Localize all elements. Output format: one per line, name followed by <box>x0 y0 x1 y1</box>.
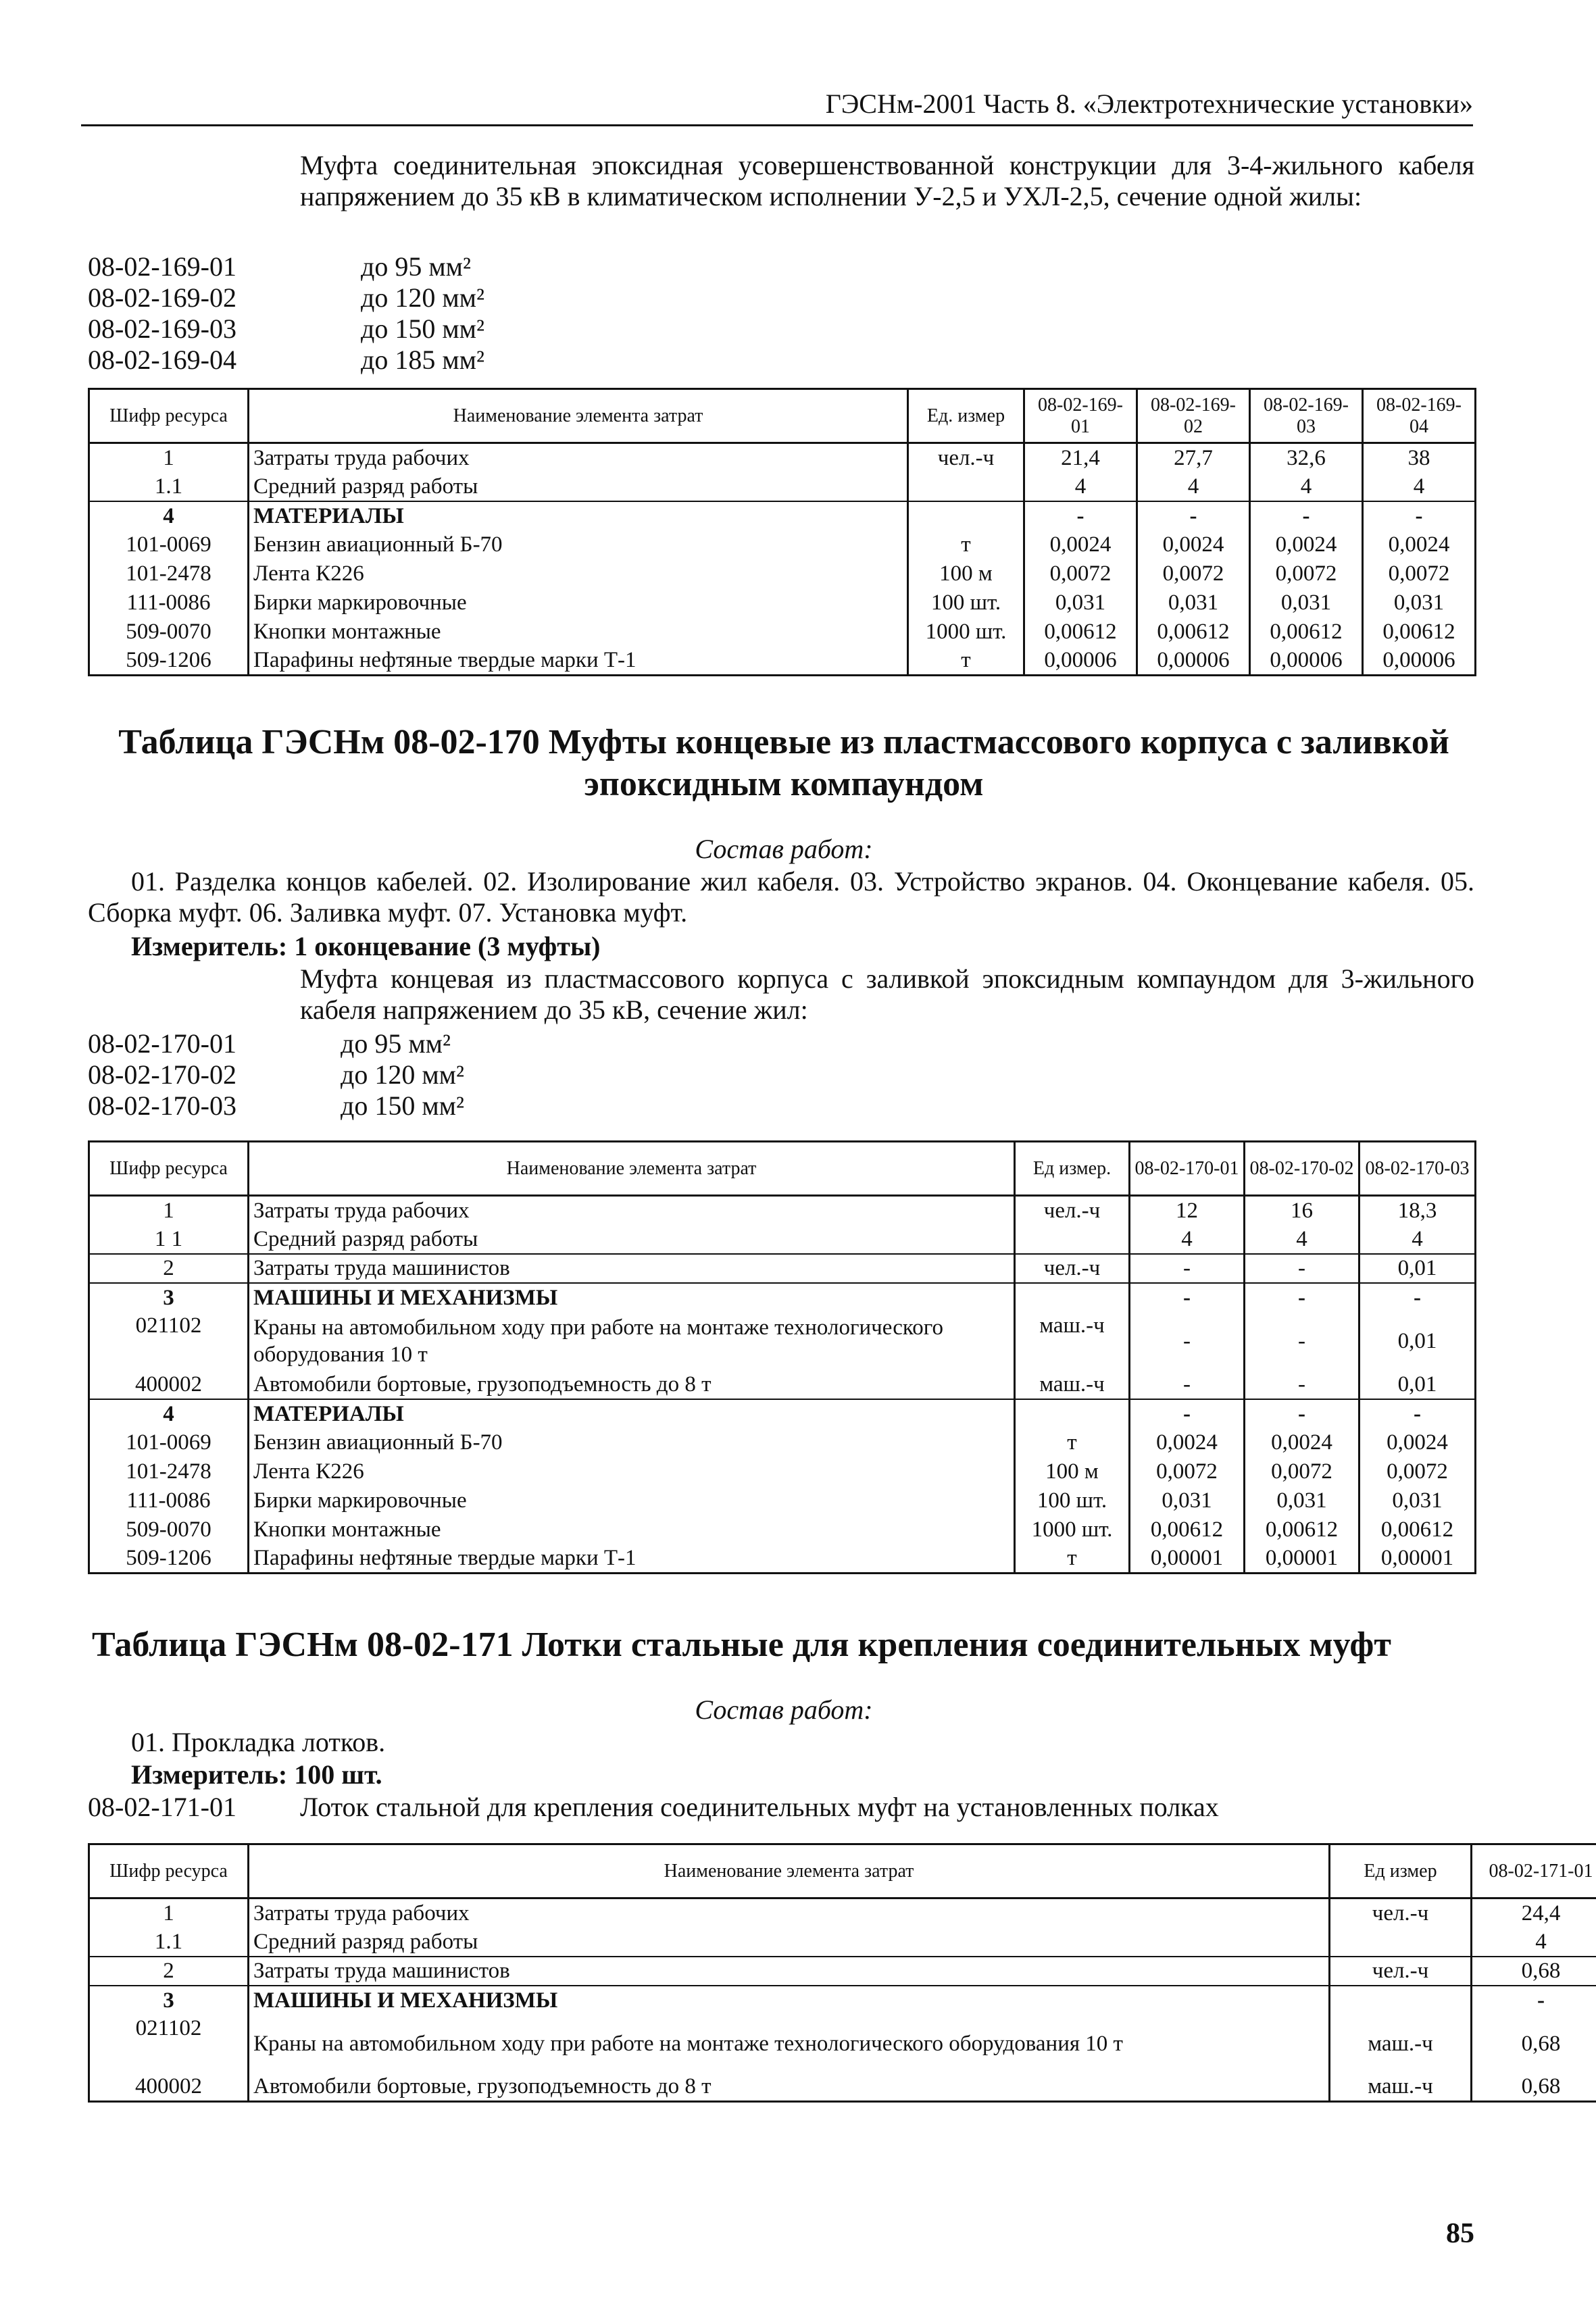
table-row: 111-0086 Бирки маркировочные 100 шт. 0,031 0,031 0,031 0,031 <box>89 588 1476 618</box>
table-row: 4 МАТЕРИАЛЫ - - - - <box>89 501 1476 530</box>
section-170-title: Таблица ГЭСНм 08-02-170 Муфты концевые из пластмассового корпуса с заливкой эпоксидным компаундом <box>118 723 1449 803</box>
table-row: 021102 Краны на автомобильном ходу при работе на монтаже технологического оборудования 10 т маш.-ч - - 0,01 <box>89 1312 1476 1370</box>
table-header-row <box>89 1844 1596 1898</box>
table-row: 400002 Автомобили бортовые, грузоподъемность до 8 т маш.-ч - - 0,01 <box>89 1370 1476 1399</box>
section-171-title: Таблица ГЭСНм 08-02-171 Лотки стальные для крепления соединительных муфт <box>92 1626 1391 1664</box>
code-item: 08-02-169-02 до 120 мм² <box>88 282 484 313</box>
code-item: 08-02-169-03 до 150 мм² <box>88 313 484 344</box>
code-item: 08-02-169-01 до 95 мм² <box>88 251 471 282</box>
meter-label: Измеритель: 100 шт. <box>131 1759 382 1790</box>
table-row: 509-1206 Парафины нефтяные твердые марки Т-1 т 0,00001 0,00001 0,00001 <box>89 1544 1476 1574</box>
code-list-170 <box>88 1028 464 1122</box>
column-header: Шифр ресурса <box>89 1844 249 1898</box>
table-row: 101-2478 Лента К226 100 м 0,0072 0,0072 0,0072 <box>89 1457 1476 1486</box>
code-item: 08-02-170-03 до 150 мм² <box>88 1090 464 1121</box>
code-item: 08-02-171-01 Лоток стальной для крепления соединительных муфт на установленных полках <box>88 1792 1219 1822</box>
column-header: 08-02-169-02 <box>1137 389 1250 443</box>
table-row: 4 МАТЕРИАЛЫ - - - <box>89 1399 1476 1428</box>
table-row: 509-0070 Кнопки монтажные 1000 шт. 0,00612 0,00612 0,00612 0,00612 <box>89 618 1476 647</box>
column-header: 08-02-169-04 <box>1363 389 1476 443</box>
table-row: 1 Затраты труда рабочих чел.-ч 21,4 27,7 32,6 38 <box>89 443 1476 472</box>
table-row: 3 МАШИНЫ И МЕХАНИЗМЫ - <box>89 1986 1596 2015</box>
table-header-row <box>89 1142 1476 1196</box>
table-row: 021102 Краны на автомобильном ходу при работе на монтаже технологического оборудования 10 т маш.-ч 0,68 <box>89 2015 1596 2073</box>
table-header-row <box>89 389 1476 443</box>
section-169-intro: Муфта соединительная эпоксидная усовершенствованной конструкции для 3-4-жильного кабеля напряжением до 35 кВ в климатическом исполнении У-2,5 и УХЛ-2,5, сечение одной жилы: <box>300 150 1474 211</box>
table-row: 400002 Автомобили бортовые, грузоподъемность до 8 т маш.-ч 0,68 <box>89 2073 1596 2102</box>
table-row: 509-1206 Парафины нефтяные твердые марки Т-1 т 0,00006 0,00006 0,00006 0,00006 <box>89 647 1476 676</box>
code-item: 08-02-170-01 до 95 мм² <box>88 1028 451 1059</box>
table-row: 101-0069 Бензин авиационный Б-70 т 0,0024 0,0024 0,0024 <box>89 1428 1476 1457</box>
table-171 <box>88 1843 1596 2103</box>
column-header: Наименование элемента затрат <box>249 1142 1015 1196</box>
composition-text: 01. Разделка концов кабелей. 02. Изолирование жил кабеля. 03. Устройство экранов. 04. Оконцевание кабеля. 05. Сборка муфт. 06. Заливка муфт. 07. Установка муфт. <box>88 866 1474 928</box>
composition-label: Состав работ: <box>695 1694 873 1725</box>
table-row: 2 Затраты труда машинистов чел.-ч - - 0,01 <box>89 1254 1476 1283</box>
column-header: Ед измер <box>1330 1844 1472 1898</box>
column-header: Шифр ресурса <box>89 1142 249 1196</box>
table-row: 2 Затраты труда машинистов чел.-ч 0,68 <box>89 1957 1596 1986</box>
table-row: 1.1 Средний разряд работы 4 <box>89 1928 1596 1957</box>
running-header: ГЭСНм-2001 Часть 8. «Электротехнические установки» <box>81 88 1473 126</box>
column-header: Шифр ресурса <box>89 389 249 443</box>
column-header: 08-02-170-01 <box>1130 1142 1245 1196</box>
table-row: 101-2478 Лента К226 100 м 0,0072 0,0072 0,0072 0,0072 <box>89 559 1476 588</box>
column-header: Наименование элемента затрат <box>249 1844 1330 1898</box>
column-header: Ед. измер <box>908 389 1024 443</box>
table-row: 111-0086 Бирки маркировочные 100 шт. 0,031 0,031 0,031 <box>89 1486 1476 1515</box>
page-number: 85 <box>1446 2218 1474 2249</box>
column-header: Наименование элемента затрат <box>249 389 908 443</box>
code-list-169 <box>88 251 484 376</box>
table-169 <box>88 388 1476 676</box>
table-row: 509-0070 Кнопки монтажные 1000 шт. 0,00612 0,00612 0,00612 <box>89 1515 1476 1544</box>
table-row: 3 МАШИНЫ И МЕХАНИЗМЫ - - - <box>89 1283 1476 1312</box>
composition-text: 01. Прокладка лотков. <box>131 1727 386 1757</box>
table-row: 1 Затраты труда рабочих чел.-ч 24,4 <box>89 1898 1596 1928</box>
composition-label: Состав работ: <box>695 834 873 864</box>
section-170-intro: Муфта концевая из пластмассового корпуса с заливкой эпоксидным компаундом для 3-жильного кабеля напряжением до 35 кВ, сечение жил: <box>300 963 1474 1025</box>
column-header: 08-02-169-03 <box>1250 389 1363 443</box>
column-header: 08-02-171-01 <box>1472 1844 1596 1898</box>
meter-label: Измеритель: 1 оконцевание (3 муфты) <box>131 931 601 961</box>
table-row: 1 1 Средний разряд работы 4 4 4 <box>89 1225 1476 1254</box>
column-header: 08-02-170-02 <box>1245 1142 1360 1196</box>
column-header: 08-02-169-01 <box>1024 389 1137 443</box>
code-item: 08-02-169-04 до 185 мм² <box>88 345 484 375</box>
code-item: 08-02-170-02 до 120 мм² <box>88 1059 464 1090</box>
column-header: Ед измер. <box>1015 1142 1130 1196</box>
column-header: 08-02-170-03 <box>1360 1142 1476 1196</box>
table-row: 1 Затраты труда рабочих чел.-ч 12 16 18,3 <box>89 1196 1476 1225</box>
table-row: 101-0069 Бензин авиационный Б-70 т 0,0024 0,0024 0,0024 0,0024 <box>89 530 1476 559</box>
table-row: 1.1 Средний разряд работы 4 4 4 4 <box>89 472 1476 501</box>
table-170 <box>88 1140 1476 1574</box>
